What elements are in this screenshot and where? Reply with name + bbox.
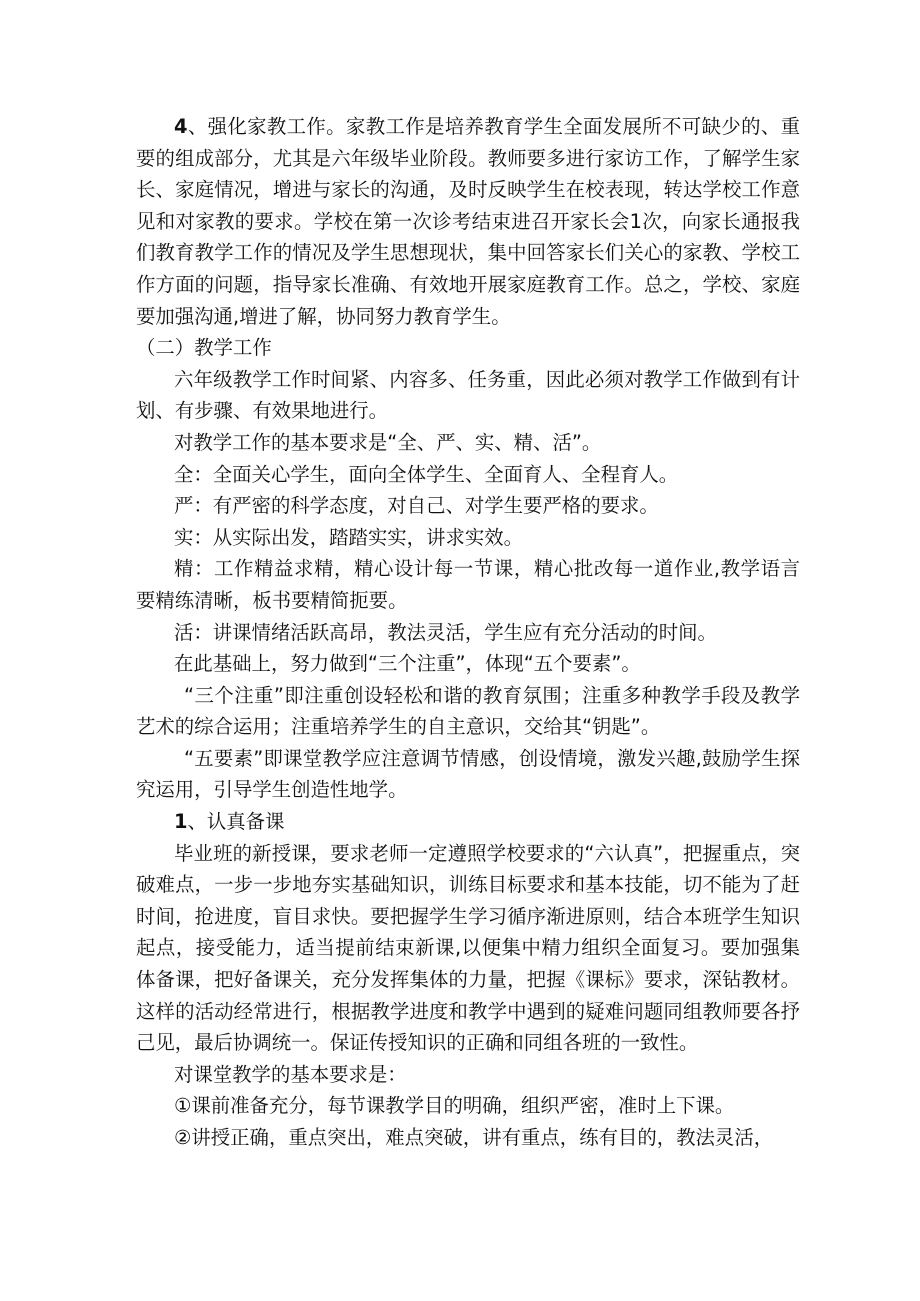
paragraph-on-this-basis: 在此基础上，努力做到“三个注重”，体现“五个要素”。 (174, 652, 641, 676)
paragraph-shi: 实：从实际出发，踏踏实实，讲求实效。 (174, 525, 524, 549)
paragraph-five-elements: “五要素”即课堂教学应注意调节情感，创设情境，激发兴趣,鼓励学生探究运用，引导学生创造性地学。 (136, 746, 800, 802)
item-number: 4 (174, 115, 188, 138)
paragraph-yan: 严：有严密的科学态度，对自己、对学生要严格的要求。 (174, 494, 659, 518)
paragraph-quan: 全：全面关心学生，面向全体学生、全面育人、全程育人。 (174, 462, 679, 486)
paragraph-three-emphases: “三个注重”即注重创设轻松和谐的教育氛围；注重多种教学手段及教学艺术的综合运用；注重培养学生的自主意识，交给其“钥匙”。 (136, 683, 800, 739)
item-number: 1 (174, 810, 188, 834)
subheading-text: 、认真备课 (187, 810, 285, 834)
subheading-lesson-prep (136, 806, 800, 838)
paragraph-graduating-class: 毕业班的新授课，要求老师一定遵照学校要求的“六认真”，把握重点，突破难点，一步一步地夯实基础知识，训练目标要求和基本技能，切不能为了赶时间，抢进度，盲目求快。要把握学生学习循序渐进原则，结合本班学生知识起点，接受能力，适当提前结束新课,以便集中精力组织全面复习。要加强集体备课，把好备课关，充分发挥集体的力量，把握《课标》要求，深钻教材。这样的活动经常进行，根据教学进度和教学中遇到的疑难问题同组教师要各抒己见，最后协调统一。保证传授知识的正确和同组各班的一致性。 (136, 841, 800, 1055)
section-heading-teaching: （二）教学工作 (136, 336, 272, 360)
document-body (136, 111, 800, 1154)
paragraph-text: 、强化家教工作。家教工作是培养教育学生全面发展所不可缺少的、重要的组成部分，尤其是六年级毕业阶段。教师要多进行家访工作，了解学生家长、家庭情况，增进与家长的沟通，及时反映学生在校表现，转达学校工作意见和对家教的要求。学校在第一次诊考结束进召开家长会1次，向家长通报我们教育教学工作的情况及学生思想现状，集中回答家长们关心的家教、学校工作方面的问题，指导家长准确、有效地开展家庭教育工作。总之，学校、家庭要加强沟通,增进了解，协同努力教育学生。 (136, 115, 800, 328)
paragraph-home-education (136, 111, 800, 332)
paragraph-huo: 活：讲课情绪活跃高昂，教法灵活，学生应有充分活动的时间。 (174, 620, 717, 644)
paragraph-basic-requirements: 对教学工作的基本要求是“全、严、实、精、活”。 (174, 430, 602, 454)
paragraph-classroom-requirements: 对课堂教学的基本要求是： (174, 1062, 407, 1086)
list-item-2: ②讲授正确，重点突出，难点突破，讲有重点，练有目的，教法灵活， (174, 1126, 774, 1149)
list-item-1: ①课前准备充分，每节课教学目的明确，组织严密，准时上下课。 (174, 1094, 735, 1118)
paragraph-teaching-intro: 六年级教学工作时间紧、内容多、任务重，因此必须对教学工作做到有计划、有步骤、有效果地进行。 (136, 367, 800, 423)
paragraph-jing: 精：工作精益求精，精心设计每一节课，精心批改每一道作业,教学语言要精练清晰，板书要精简扼要。 (136, 557, 800, 612)
